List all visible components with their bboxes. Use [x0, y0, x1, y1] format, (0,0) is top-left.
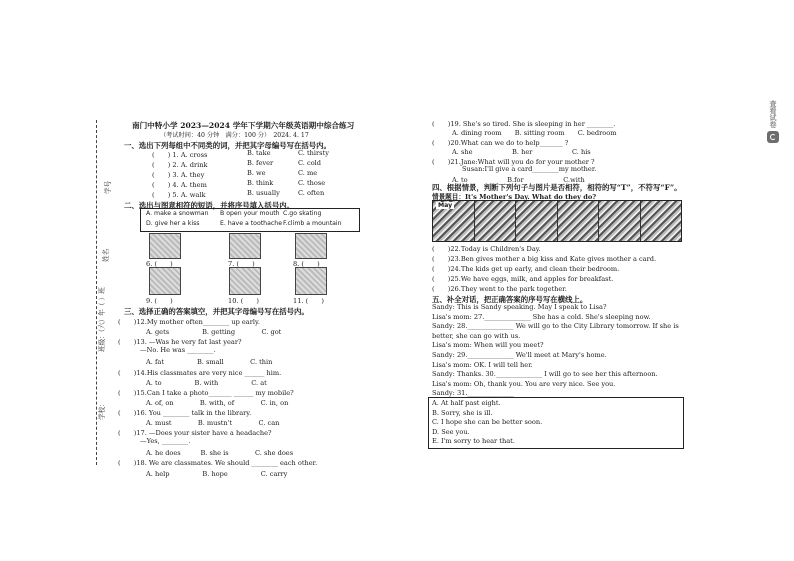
- sec1-item-5-a: ( ) 5. A. walk: [152, 191, 206, 199]
- sec1-item-3-c: C. me: [298, 169, 318, 177]
- sec1-item-2-c: C. cold: [298, 159, 321, 167]
- sec3-line-1: ( )12.My mother often________ up early.: [118, 318, 260, 326]
- sec3-line-8: ( )15.Can I take a photo_______ ______ my mobile?: [118, 388, 294, 397]
- sec3-line-16: A. help B. hope C. carry: [146, 469, 288, 478]
- sec3-line-14: A. he does B. she is C. she does: [146, 449, 294, 458]
- picture-8: [295, 233, 327, 259]
- name-label: 姓名: [102, 248, 110, 262]
- dialog-line-6: Sandy: 29.______________ We'll meet at Mary's home.: [432, 351, 607, 359]
- sec2-answer-9: 9. ( ): [146, 297, 173, 305]
- right-top-line-7: A. to B.for C.with: [452, 176, 585, 185]
- sec1-item-1-b: B. take: [247, 149, 271, 157]
- right-top-line-1: ( )19. She's so tired. She is sleeping in her ________.: [432, 120, 616, 128]
- dialog-line-3: Sandy: 28.______________ We will go to the City Library tomorrow. If she is: [432, 322, 679, 331]
- dialog-line-4: better, she can go with us.: [432, 331, 521, 340]
- picture-10: [229, 267, 261, 295]
- choice-d: D. See you.: [432, 427, 470, 436]
- dialog-line-10: Sandy: 31.______________: [432, 389, 514, 398]
- sec3-line-2: A. gets B. getting C. got: [146, 328, 282, 337]
- sec2-answer-6: 6. ( ): [146, 260, 173, 268]
- picture-7: [229, 233, 261, 259]
- sec1-item-1-c: C. thirsty: [298, 149, 329, 157]
- right-top-line-4: A. she B. her C. his: [452, 148, 591, 157]
- sec4-item-26: ( )26.They went to the park together.: [432, 284, 567, 293]
- sec3-line-10: ( )16. You ________ talk in the library.: [118, 408, 252, 417]
- section-1-heading: 一、选出下列每组中不同类的词，并把其字母编号写在括号内。: [124, 141, 331, 150]
- right-top-line-5: ( )21.Jane:What will you do for your mother ?: [432, 157, 595, 166]
- sec4-item-25: ( )25.We have eggs, milk, and apples for breakfast.: [432, 274, 614, 283]
- strip-panel-4: [558, 201, 600, 241]
- exam-title: 南门中特小学 2023—2024 学年下学期六年级英语期中综合练习: [132, 121, 355, 130]
- right-top-line-2: A. dining room B. sitting room C. bedroom: [452, 129, 617, 138]
- school-label: 学校：: [98, 400, 106, 420]
- view-paper-label: 查看试卷: [769, 100, 777, 128]
- sec2-option-4: D. give her a kiss: [146, 220, 200, 227]
- sec4-item-22: ( )22.Today is Children's Day.: [432, 245, 541, 253]
- strip-panel-6: [641, 201, 682, 241]
- dialog-line-5: Lisa's mom: When will you meet?: [432, 341, 544, 350]
- sec1-item-4-c: C. those: [298, 179, 326, 187]
- sec3-line-12: ( )17. —Does your sister have a headache?: [118, 429, 272, 438]
- class-label: 班级：（六）年（ ）班: [98, 287, 106, 352]
- dialog-line-7: Lisa's mom: OK. I will tell her.: [432, 360, 533, 369]
- section-2-heading: 二、选出与图意相符的短语，并将序号填入括号内。: [124, 201, 294, 210]
- sec3-line-5: A. fat B. small C. thin: [146, 358, 273, 367]
- section-4-subheading: 情景题目：It's Mother's Day. What do they do?: [432, 193, 597, 201]
- strip-panel-2: [475, 201, 517, 241]
- sec3-line-3: ( )13. —Was he very fat last year?: [118, 338, 242, 347]
- sec1-item-4-b: B. think: [247, 179, 274, 187]
- section-5-heading: 五、补全对话，把正确答案的序号写在横线上。: [432, 295, 588, 304]
- right-top-line-3: ( )20.What can we do to help_______ ?: [432, 138, 569, 147]
- sec3-line-9: A. of, on B. with, of C. in, on: [146, 398, 289, 407]
- choice-a: A. At half past eight.: [432, 399, 501, 407]
- picture-9: [149, 267, 181, 295]
- choice-c: C. I hope she can be better soon.: [432, 418, 543, 427]
- sec1-item-5-b: B. usually: [247, 189, 280, 197]
- view-paper-badge[interactable]: [766, 100, 780, 162]
- sec1-item-5-c: C. often: [298, 189, 325, 197]
- choice-b: B. Sorry, she is ill.: [432, 408, 493, 417]
- sec1-item-2-a: ( ) 2. A. drink: [152, 161, 208, 169]
- sec3-line-13: —Yes, ________.: [140, 437, 191, 446]
- sec2-option-2: B open your mouth: [220, 210, 280, 217]
- sec3-line-6: ( )14.His classmates are very nice ______ him.: [118, 368, 282, 377]
- sec3-line-7: A. to B. with C. at: [146, 378, 267, 387]
- sec3-line-15: ( )18. We are classmates. We should ________ each other.: [118, 459, 318, 468]
- exam-subtitle: （考试时间：40 分钟 满分：100 分） 2024. 4. 17: [160, 132, 309, 139]
- strip-panel-5: [599, 201, 641, 241]
- sec2-option-6: F.climb a mountain: [283, 220, 342, 227]
- choice-e: E. I'm sorry to hear that.: [432, 437, 515, 446]
- picture-11: [295, 267, 327, 295]
- student-no-label: 学号: [104, 180, 112, 194]
- sec2-answer-10: 10. ( ): [228, 297, 259, 305]
- section-3-heading: 三、选择正确的答案填空，并把其字母编号写在括号内。: [124, 307, 309, 316]
- strip-panel-3: [516, 201, 558, 241]
- section-4-heading: 四、根据情景，判断下列句子与图片是否相符，相符的写“T”，不符写“F”。: [432, 183, 682, 192]
- sec2-option-3: C.go skating: [283, 210, 322, 217]
- refresh-icon[interactable]: [767, 131, 779, 143]
- sec4-item-23: ( )23.Ben gives mother a big kiss and Kate gives mother a card.: [432, 254, 657, 263]
- right-top-line-6: Susan:I'll give a card________my mother.: [462, 165, 597, 173]
- mothers-day-picture-strip: [432, 200, 682, 242]
- dialog-line-2: Lisa's mom: 27.______________ She has a cold. She's sleeping now.: [432, 312, 651, 321]
- sec2-option-5: E. have a toothache: [220, 220, 283, 227]
- sec3-line-11: A. must B. mustn't C. can: [146, 419, 280, 427]
- sec1-item-1-a: ( ) 1. A. cross: [152, 151, 208, 159]
- dialog-line-8: Sandy: Thanks. 30.______________ I will go to see her this afternoon.: [432, 370, 658, 379]
- sec1-item-3-a: ( ) 3. A. they: [152, 171, 205, 179]
- picture-6: [149, 233, 181, 259]
- sec2-answer-7: 7. ( ): [228, 260, 255, 268]
- sec2-answer-8: 8. ( ): [293, 260, 320, 268]
- sec2-answer-11: 11. ( ): [293, 297, 324, 305]
- sec3-line-4: —No. He was ________.: [140, 346, 216, 355]
- sec1-item-2-b: B. fever: [247, 159, 274, 167]
- sec4-item-24: ( )24.The kids get up early, and clean their bedroom.: [432, 264, 620, 273]
- sec2-option-1: A. make a snowman: [146, 210, 209, 217]
- sec1-item-3-b: B. we: [247, 169, 266, 177]
- dialog-line-9: Lisa's mom: Oh, thank you. You are very nice. See you.: [432, 379, 616, 388]
- sec1-item-4-a: ( ) 4. A. them: [152, 181, 207, 189]
- calendar-label: May: [438, 202, 453, 209]
- dialog-line-1: Sandy: This is Sandy speaking. May I speak to Lisa?: [432, 303, 607, 311]
